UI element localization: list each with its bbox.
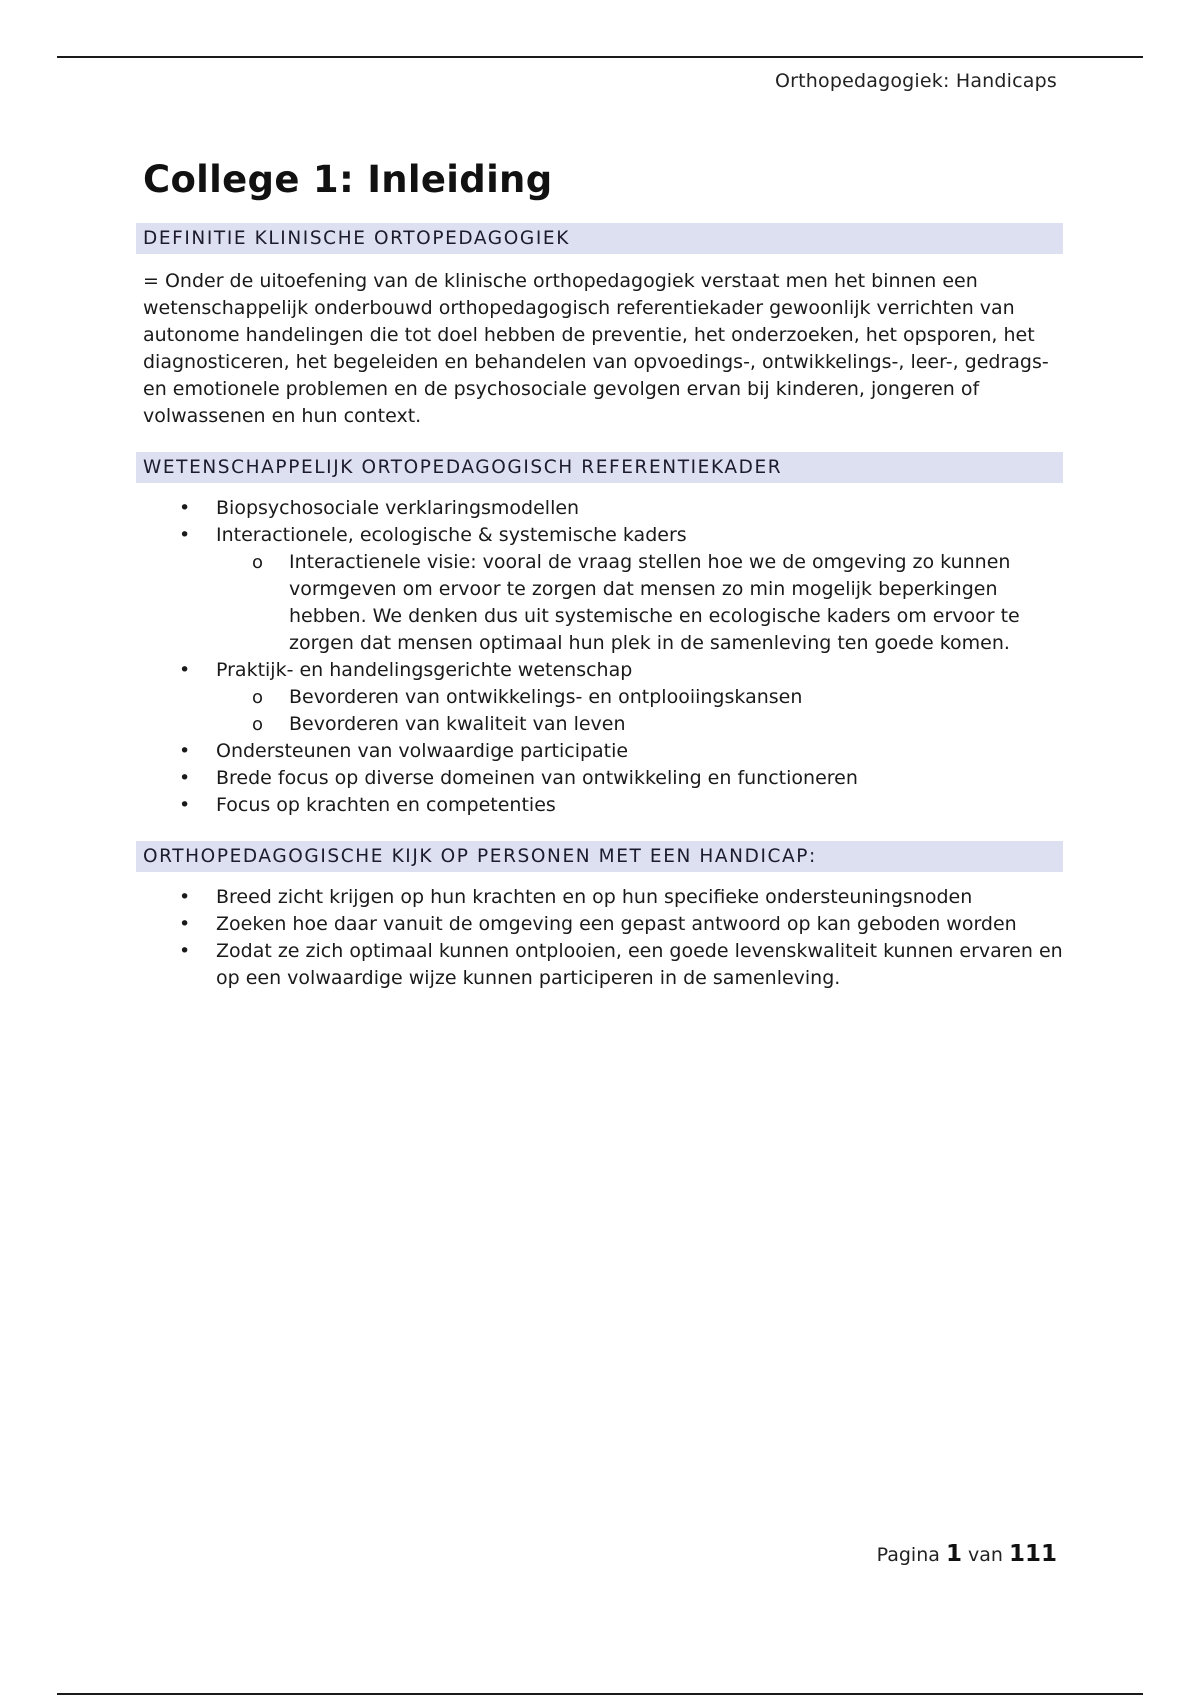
list-item-text: Praktijk- en handelingsgerichte wetenschap: [216, 659, 633, 681]
footer-rule: [57, 1693, 1143, 1695]
list-item: [143, 792, 1063, 819]
definition-paragraph: = Onder de uitoefening van de klinische orthopedagogiek verstaat men het binnen een wetenschappelijk onderbouwd orthopedagogisch referentiekader gewoonlijk verrichten van autonome handelingen die tot doel hebben de preventie, het onderzoeken, het opsporen, het diagnosticeren, het begeleiden en behandelen van opvoedings-, ontwikkelings-, leer-, gedrags- en emotionele problemen en de psychosociale gevolgen ervan bij kinderen, jongeren of volwassenen en hun context.: [143, 270, 1049, 427]
sub-list-item: [216, 684, 1063, 711]
list-item: [143, 738, 1063, 765]
page-content: [143, 158, 1063, 992]
list-item-text: Focus op krachten en competenties: [216, 794, 556, 816]
circle-bullet-icon: o: [252, 552, 264, 573]
list-item: [143, 522, 1063, 657]
bullet-icon: •: [179, 767, 191, 789]
circle-bullet-icon: o: [252, 687, 264, 708]
list-item-text: Biopsychosociale verklaringsmodellen: [216, 497, 580, 519]
sub-list: [216, 684, 1063, 738]
bullet-icon: •: [179, 524, 191, 546]
handicap-list: [143, 884, 1063, 992]
bullet-icon: •: [179, 659, 191, 681]
page-number: 1: [945, 1541, 962, 1567]
bullet-icon: •: [179, 940, 191, 962]
list-item: [143, 884, 1063, 911]
list-item: [143, 911, 1063, 938]
list-item-text: Interactionele, ecologische & systemische kaders: [216, 524, 687, 546]
sub-list-item-text: Bevorderen van kwaliteit van leven: [289, 713, 626, 735]
list-item-text: Zodat ze zich optimaal kunnen ontplooien, een goede levenskwaliteit kunnen ervaren en op een volwaardige wijze kunnen participeren in de samenleving.: [216, 940, 1063, 989]
page-label: Pagina: [876, 1544, 940, 1566]
list-item-text: Breed zicht krijgen op hun krachten en op hun specifieke ondersteuningsnoden: [216, 886, 973, 908]
sub-list-item-text: Interactienele visie: vooral de vraag stellen hoe we de omgeving zo kunnen vormgeven om ervoor te zorgen dat mensen zo min mogelijk beperkingen hebben. We denken dus uit systemische en ecologische kaders om ervoor te zorgen dat mensen optimaal hun plek in de samenleving ten goede komen.: [289, 551, 1020, 654]
list-item: [143, 938, 1063, 992]
header-rule: [57, 56, 1143, 58]
section-heading-definitie: DEFINITIE KLINISCHE ORTOPEDAGOGIEK: [136, 223, 1063, 254]
of-label: van: [968, 1544, 1003, 1566]
running-header: Orthopedagogiek: Handicaps: [774, 70, 1057, 92]
list-item: [143, 657, 1063, 738]
bullet-icon: •: [179, 913, 191, 935]
bullet-icon: •: [179, 886, 191, 908]
sub-list-item-text: Bevorderen van ontwikkelings- en ontplooiingskansen: [289, 686, 803, 708]
list-item-text: Ondersteunen van volwaardige participatie: [216, 740, 629, 762]
sub-list-item: [216, 711, 1063, 738]
page-footer: [877, 1541, 1057, 1567]
bullet-icon: •: [179, 794, 191, 816]
total-pages: 111: [1008, 1541, 1057, 1567]
list-item-text: Zoeken hoe daar vanuit de omgeving een gepast antwoord op kan geboden worden: [216, 913, 1017, 935]
sub-list: [216, 549, 1063, 657]
list-item: [143, 765, 1063, 792]
list-item-text: Brede focus op diverse domeinen van ontwikkeling en functioneren: [216, 767, 858, 789]
bullet-icon: •: [179, 740, 191, 762]
circle-bullet-icon: o: [252, 714, 264, 735]
bullet-icon: •: [179, 497, 191, 519]
page-title: College 1: Inleiding: [143, 158, 553, 201]
referentiekader-list: [143, 495, 1063, 819]
list-item: [143, 495, 1063, 522]
section-heading-referentiekader: WETENSCHAPPELIJK ORTOPEDAGOGISCH REFERENTIEKADER: [136, 452, 1063, 483]
sub-list-item: [216, 549, 1063, 657]
section-heading-handicap: ORTHOPEDAGOGISCHE KIJK OP PERSONEN MET EEN HANDICAP:: [136, 841, 1063, 872]
